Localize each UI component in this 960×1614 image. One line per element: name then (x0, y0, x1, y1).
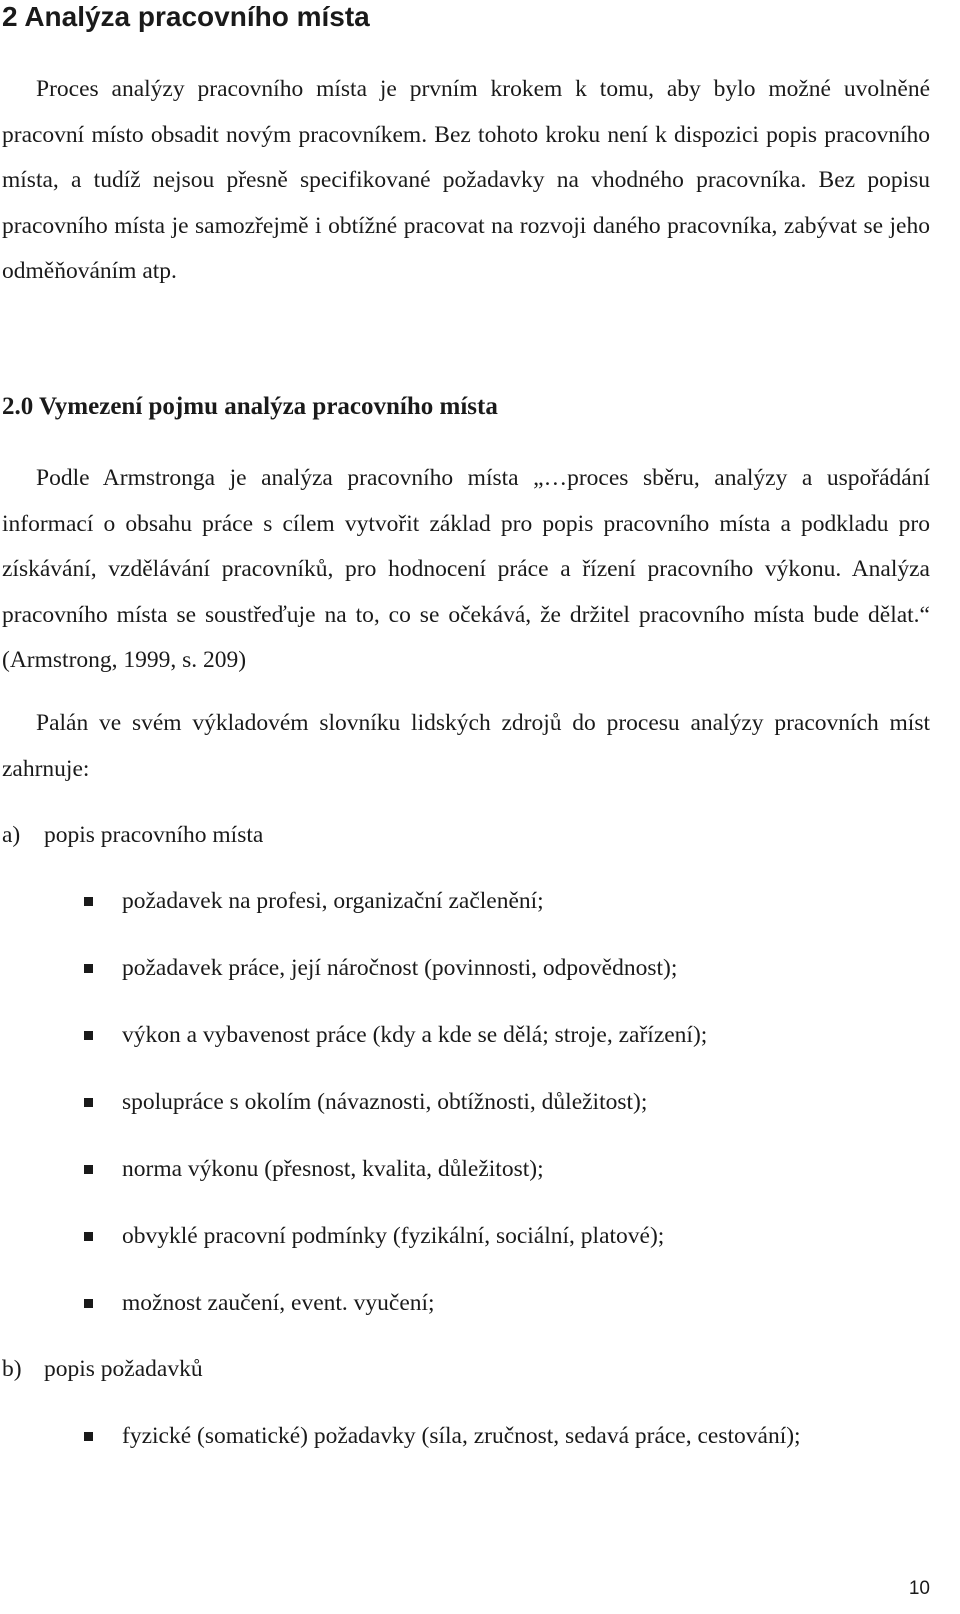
armstrong-paragraph: Podle Armstronga je analýza pracovního místa „…proces sběru, analýzy a uspořádání informací o obsahu práce s cílem vytvořit základ pro popis pracovního místa a podkladu pro získávání, vzdělávání pracovníků, pro hodnocení práce a řízení pracovního výkonu. Analýza pracovního místa se soustřeďuje na to, co se očekává, že držitel pracovního místa bude dělat.“ (Armstrong, 1999, s. 209) (2, 465, 930, 673)
section-title: 2.0 Vymezení pojmu analýza pracovního místa (2, 393, 498, 420)
palan-paragraph: Palán ve svém výkladovém slovníku lidských zdrojů do procesu analýzy pracovních míst zahrnuje: (2, 710, 930, 782)
list-item-text: spolupráce s okolím (návaznosti, obtížnosti, důležitost); (122, 1089, 648, 1115)
square-bullet-icon (84, 1165, 93, 1174)
square-bullet-icon (84, 1098, 93, 1107)
chapter-title: 2 Analýza pracovního místa (2, 1, 370, 32)
list-item-text: požadavek na profesi, organizační začlenění; (122, 888, 544, 914)
list-item-text: možnost zaučení, event. vyučení; (122, 1290, 435, 1316)
list-item-text: fyzické (somatické) požadavky (síla, zručnost, sedavá práce, cestování); (122, 1423, 801, 1449)
square-bullet-icon (84, 964, 93, 973)
list-b-label: popis požadavků (44, 1356, 203, 1382)
square-bullet-icon (84, 1432, 93, 1441)
list-b-heading (2, 1353, 203, 1385)
list-b-marker: b) (2, 1356, 22, 1382)
list-item-text: požadavek práce, její náročnost (povinnosti, odpovědnost); (122, 955, 678, 981)
list-item-text: výkon a vybavenost práce (kdy a kde se dělá; stroje, zařízení); (122, 1022, 708, 1048)
square-bullet-icon (84, 1299, 93, 1308)
square-bullet-icon (84, 897, 93, 906)
list-item-text: obvyklé pracovní podmínky (fyzikální, sociální, platové); (122, 1223, 665, 1249)
list-a-marker: a) (2, 822, 21, 848)
square-bullet-icon (84, 1232, 93, 1241)
page-number: 10 (908, 1578, 930, 1599)
list-item-text: norma výkonu (přesnost, kvalita, důležitost); (122, 1156, 544, 1182)
intro-paragraph: Proces analýzy pracovního místa je prvním krokem k tomu, aby bylo možné uvolněné pracovní místo obsadit novým pracovníkem. Bez tohoto kroku není k dispozici popis pracovního místa, a tudíž nejsou přesně specifikované požadavky na vhodného pracovníka. Bez popisu pracovního místa je samozřejmě i obtížné pracovat na rozvoji daného pracovníka, zabývat se jeho odměňováním atp. (2, 76, 930, 284)
list-a-label: popis pracovního místa (44, 822, 264, 848)
list-a-heading (2, 819, 263, 851)
square-bullet-icon (84, 1031, 93, 1040)
